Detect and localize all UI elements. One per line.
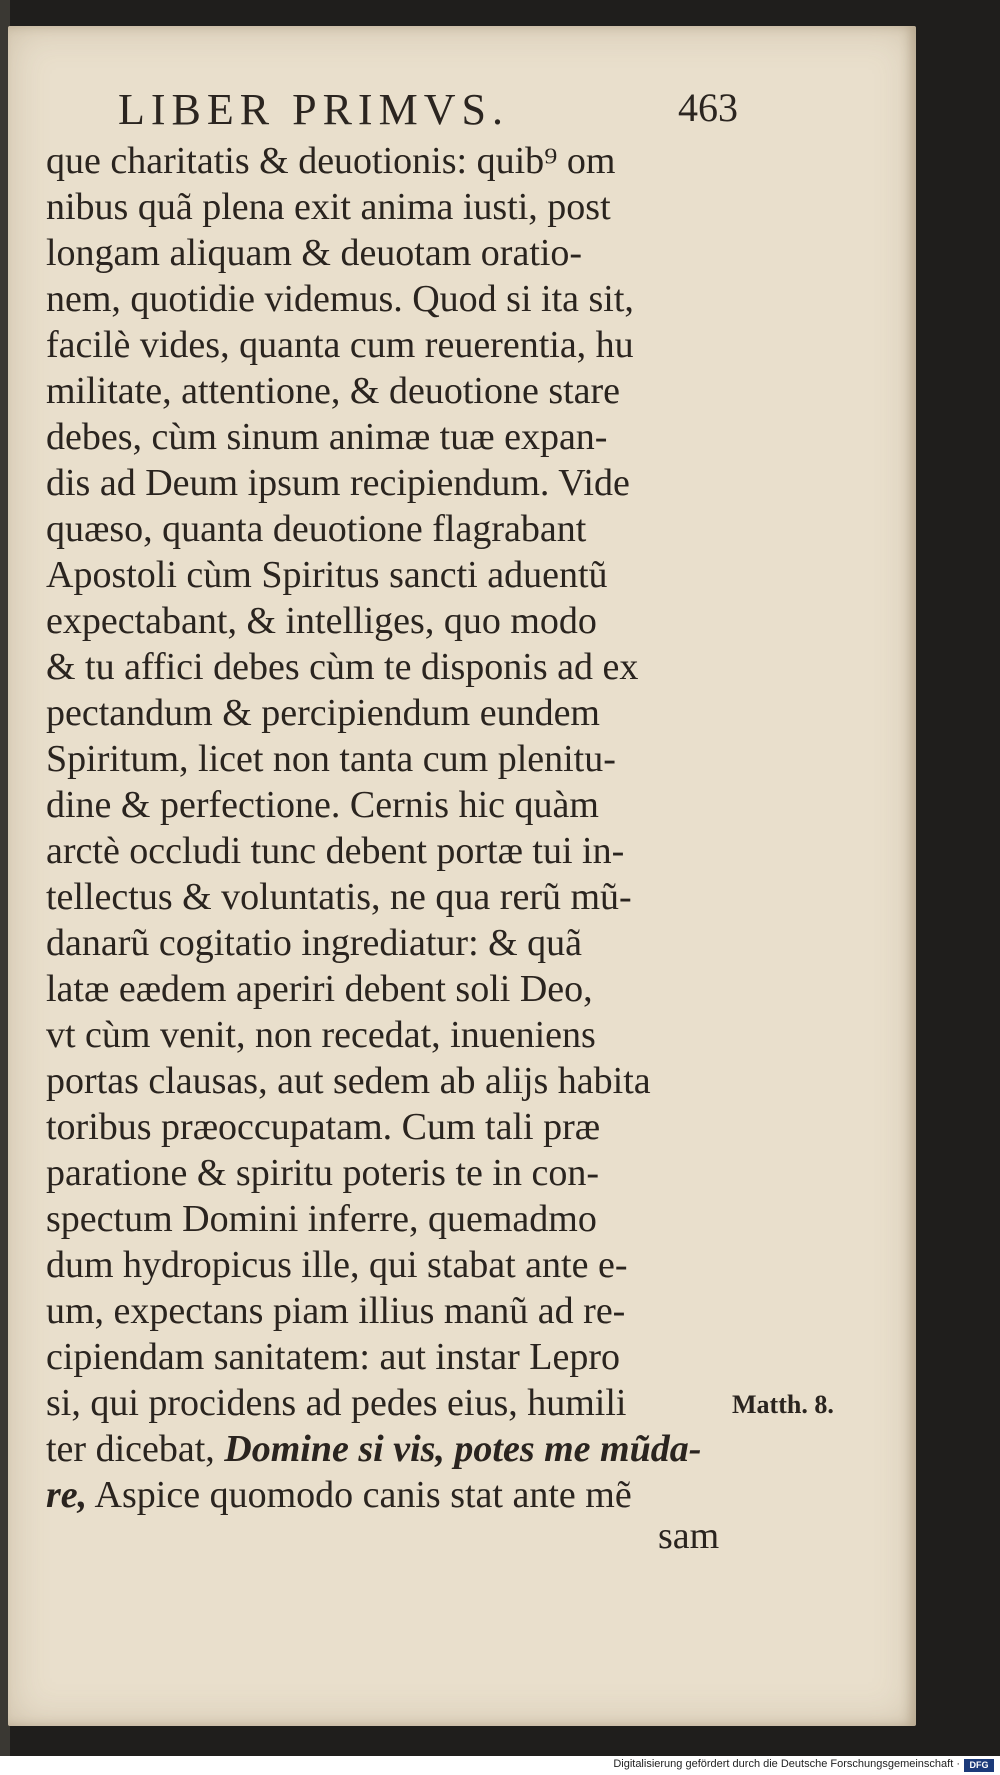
text-line: facilè vides, quanta cum reuerentia, hu bbox=[46, 324, 634, 366]
text-line: arctè occludi tunc debent portæ tui in- bbox=[46, 830, 625, 872]
text-line: latæ eædem aperiri debent soli Deo, bbox=[46, 968, 593, 1010]
text-line: debes, cùm sinum animæ tuæ expan- bbox=[46, 416, 608, 458]
page-number: 463 bbox=[678, 85, 738, 130]
text-line: cipiendam sanitatem: aut instar Lepro bbox=[46, 1336, 621, 1378]
book-page bbox=[8, 26, 916, 1726]
text-line: expectabant, & intelliges, quo modo bbox=[46, 600, 597, 642]
text-line: nibus quã plena exit anima iusti, post bbox=[46, 186, 611, 228]
quotation-italic: Domine si vis, potes me mũda- bbox=[224, 1428, 702, 1470]
quotation-italic-end: re, bbox=[46, 1474, 88, 1516]
text-line: toribus præoccupatam. Cum tali præ bbox=[46, 1106, 601, 1148]
digitization-footer bbox=[0, 1756, 1000, 1775]
text-line: longam aliquam & deuotam oratio- bbox=[46, 232, 583, 274]
dfg-logo: DFG bbox=[964, 1759, 994, 1772]
text-line: dis ad Deum ipsum recipiendum. Vide bbox=[46, 462, 630, 504]
text-line: & tu affici debes cùm te disponis ad ex bbox=[46, 646, 639, 688]
text-line-with-quotation-end bbox=[46, 1472, 736, 1518]
text-line-plain-part: Aspice quomodo canis stat ante mẽ bbox=[87, 1474, 632, 1516]
text-line: danarũ cogitatio ingrediatur: & quã bbox=[46, 922, 583, 964]
text-line: pectandum & percipiendum eundem bbox=[46, 692, 600, 734]
text-line: spectum Domini inferre, quemadmo bbox=[46, 1198, 597, 1240]
running-head-title: LIBER PRIMVS. bbox=[118, 85, 509, 134]
text-line: tellectus & voluntatis, ne qua rerũ mũ- bbox=[46, 876, 632, 918]
text-line: vt cùm venit, non recedat, inueniens bbox=[46, 1014, 596, 1056]
text-line: quæso, quanta deuotione flagrabant bbox=[46, 508, 587, 550]
text-line: portas clausas, aut sedem ab alijs habita bbox=[46, 1060, 651, 1102]
marginal-reference: Matth. 8. bbox=[732, 1390, 834, 1419]
text-line: um, expectans piam illius manũ ad re- bbox=[46, 1290, 626, 1332]
text-line: paratione & spiritu poteris te in con- bbox=[46, 1152, 599, 1194]
text-line: dum hydropicus ille, qui stabat ante e- bbox=[46, 1244, 628, 1286]
text-line: militate, attentione, & deuotione stare bbox=[46, 370, 621, 412]
text-line: Spiritum, licet non tanta cum plenitu- bbox=[46, 738, 616, 780]
text-line: que charitatis & deuotionis: quib⁹ om bbox=[46, 140, 616, 182]
text-line: si, qui procidens ad pedes eius, humili bbox=[46, 1382, 627, 1424]
text-line-plain-part: ter dicebat, bbox=[46, 1428, 225, 1470]
catchword: sam bbox=[658, 1515, 720, 1557]
text-line-with-quotation bbox=[46, 1426, 736, 1472]
body-text bbox=[46, 138, 736, 1518]
text-line: dine & perfectione. Cernis hic quàm bbox=[46, 784, 599, 826]
text-line: Apostoli cùm Spiritus sancti aduentũ bbox=[46, 554, 608, 596]
text-line: nem, quotidie videmus. Quod si ita sit, bbox=[46, 278, 634, 320]
funding-credit: Digitalisierung gefördert durch die Deutsche Forschungsgemeinschaft · bbox=[613, 1758, 960, 1770]
